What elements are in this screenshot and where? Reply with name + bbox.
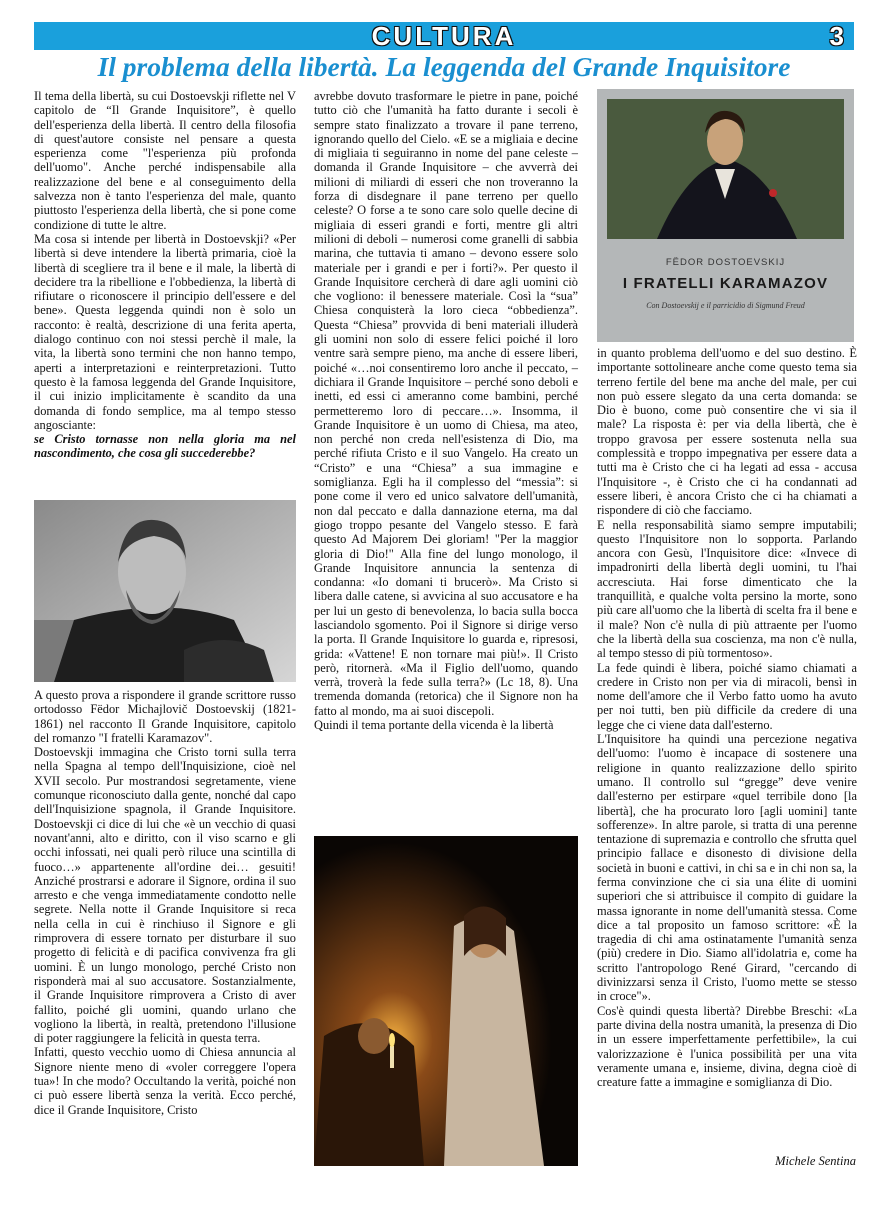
section-title: CULTURA (371, 21, 517, 51)
article-headline: Il problema della libertà. La leggenda del Grande Inquisitore (97, 51, 791, 82)
dostoevsky-portrait-photo (34, 500, 296, 682)
column-1-top (34, 89, 296, 461)
book-cover (597, 89, 854, 342)
author-signature: Michele Sentina (775, 1154, 856, 1168)
column-2 (314, 89, 578, 732)
paragraph: Quindi il tema portante della vicenda è la libertà (314, 718, 554, 733)
paragraph: Infatti, questo vecchio uomo di Chiesa annuncia al Signore niente meno di «voler correggere l'opera tua»! In che modo? Occultando la verità, poiché non ci può essere libertà senza la verità. Ecco perché, dice il Grande Inquisitore, Cristo (34, 1045, 296, 1117)
paragraph: Il tema della libertà, su cui Dostoevskji riflette nel V capitolo de “Il Grande Inquisitore”, è quello dell'esperienza della libertà. Il centro della filosofia di quest'autore consiste nel pensare a questa esperienza come "l'esperienza più profonda dell'uomo". Anche perché indispensabile alla realizzazione del bene e al conseguimento della salvezza non è tanto l'esperienza del male, quanto piuttosto l'esperienza della libertà, che si pone come condizione di tutte le altre. (34, 89, 296, 232)
paragraph: avrebbe dovuto trasformare le pietre in pane, poiché tutto ciò che l'umanità ha fatto durante i secoli è sempre stato finalizzato a trovare il pane terreno, ignorando quello del Cielo. «E se a migliaia e decine di migliaia ti seguiranno in nome del pane celeste – domanda il Grande Inquisitore – che avverrà dei milioni di miliardi di esseri che non troveranno la forza di disdegnare il pane terreno per quello celeste? O forse a te sono care solo quelle decine di migliaia di esseri grandi e forti, mentre gli altri milioni di deboli – numerosi come granelli di sabbia marina, che tuttavia ti amano – devono essere solo materiale per i grandi e per i forti?». Per questo il Grande Inquisitore cercherà di dare agli uomini ciò che vogliono: il benessere materiale. Così la “sua” Chiesa conquisterà la loro cieca “obbedienza”. Questa “Chiesa” provvida di beni materiali illuderà gli uomini non solo di essere felici poiché il loro ventre sarà sempre pieno, ma anche di essere liberi, poiché «…noi consentiremo loro anche il peccato, – dichiara il Grande Inquisitore – perché sono deboli e inetti, ed essi ci ameranno come bambini, perché permetteremo loro di peccare…». Insomma, il Grande Inquisitore è un uomo di Chiesa, ma ateo, non perché non creda nell'esistenza di Dio, ma perché rifiuta Cristo e il suo Vangelo. Ha creato un “Cristo” e una “Chiesa” a sua immagine e somiglianza. Egli ha il complesso del “messia”: si pone come il vero ed unico salvatore dell'umanità, non dal peccato e dalla dannazione eterna, ma dal giogo troppo pesante del Vangelo stesso. E farà questo Ad Majorem Dei gloriam! "Per la maggior gloria di Dio!" Alla fine del lungo monologo, il Grande Inquisitore annuncia la sentenza di condanna: «Io domani ti brucerò». Ma Cristo si libera dalle catene, si avvicina al suo accusatore e ha per lui un gesto di benevolenza, lo bacia sulla bocca lasciandolo sgomento. Poi il Signore si dirige verso la porta. Il Grande Inquisitore lo guarda e, ripresosi, grida: «Vattene! E non tornare mai più!». Il Cristo però, ritornerà. «Ma il Figlio dell'uomo, quando verrà, troverà la fede sulla terra?» (Lc 18, 8). Una tremenda domanda (retorica) che il Signore non ha fatto al mondo, ma ai suoi discepoli. (314, 89, 578, 718)
inquisitor-painting (314, 836, 578, 1166)
page-number: 3 (829, 21, 844, 51)
book-author: FËDOR DOSTOEVSKIJ (665, 257, 786, 268)
paragraph: Cos'è quindi questa libertà? Direbbe Breschi: «La parte divina della nostra umanità, la presenza di Dio in un essere imperfettamente perfettibile», la cui valorizzazione è l'unica possibilità per una vita veramente umana e, insieme, divina, degna cioè di creature fatte a immagine e somiglianza di Dio. (597, 1003, 857, 1090)
section-banner (34, 22, 854, 50)
column-3 (597, 346, 857, 1089)
column-1-bottom (34, 688, 296, 1117)
paragraph: A questo prova a rispondere il grande scrittore russo ortodosso Fëdor Michajlovič Dostoevskij (1821-1861) nel racconto Il Grande Inquisitore, capitolo del romanzo "I fratelli Karamazov". (34, 688, 296, 745)
paragraph: L'Inquisitore ha quindi una percezione negativa dell'uomo: l'uomo è incapace di sostenere una religione in quanto realizzazione dello spirito umano. Il controllo sul “gregge” deve venire dall'esterno per estirpare «quel terribile dono [la libertà], che ha procurato loro [agli uomini] tante sofferenze». In altre parole, si tratta di una perenne tentazione di supremazia e controllo che sfrutta quel principio fallace e disonesto di divisione della società in buoni e cattivi, in chi sa e in chi non sa, la ferma convinzione che ci sia una élite di uomini superiori che si attribuisce il compito di guidare la massa ignorante in nome dell'umanità stessa. Come dice a tal proposito un famoso scrittore: «È la tragedia di chi ama ostinatamente l'umanità senza (più) credere in Dio. Siamo all'idolatria e, come ha scritto l'antropologo René Girard, "cercando di divinizzarsi senza il Cristo, l'uomo mette se stesso in croce"». (597, 732, 857, 1004)
paragraph: E nella responsabilità siamo sempre imputabili; questo l'Inquisitore non lo sopporta. Parlando ancora con Gesù, l'Inquisitore dice: «Invece di impadronirti della libertà degli uomini, tu l'hai accresciuta. Hai forse dimenticato che la tranquillità, e qualche volta persino la morte, sono più care all'uomo che la libertà di scelta fra il bene e il male? Non c'è nulla di più attraente per l'uomo che la libertà della sua coscienza, ma non c'è nulla, al tempo stesso di più tormentoso». (597, 517, 857, 661)
book-subtitle: Con Dostoevskij e il parricidio di Sigmund Freud (646, 301, 805, 310)
paragraph: La fede quindi è libera, poiché siamo chiamati a credere in Cristo non per via di miracoli, bensì in nome dell'amore che il Verbo fatto uomo ha avuto per noi tutti, ben più difficile da credere di una legge che ci viene data dall'esterno. (597, 660, 857, 732)
paragraph: Ma cosa si intende per libertà in Dostoevskji? «Per libertà si deve intendere la libertà primaria, cioè la libertà di scegliere tra il bene e il male, la libertà di decidere tra la ribellione e l'obbedienza, la libertà di rifiutare o riconoscere il principio dell'essere e del bene». Questa leggenda quindi non è solo un racconto: è realtà, descrizione di una ferita aperta, dialogo continuo con noi stessi perchè il male, la vita, la libertà sono termini che non hanno tempo, aperti a interpretazioni e reinterpretazioni. Tutto questo è la famosa leggenda del Grande Inquisitore, il cui inizio implicitamente è scandito da una domanda di fondo semplice, ma al tempo stesso angosciante: (34, 231, 296, 432)
paragraph: Dostoevskji immagina che Cristo torni sulla terra nella Spagna al tempo dell'Inquisizione, cioè nel XVII secolo. Pur mostrandosi segretamente, viene comunque riconosciuto dalla gente, nonché dal capo dell'Inquisizione spagnola, il Grande Inquisitore. Dostoevskji ci dice di lui che «è un vecchio di quasi novant'anni, alto e diritto, con il viso scarno e gli occhi infossati, nei quali però riluce una scintilla di fuoco…» appartenente all'ordine dei… gesuiti! Anziché prostrarsi e adorare il Signore, ordina il suo arresto e che venga immediatamente condotto nelle segrete. Nella notte il Grande Inquisitore si reca nella cella in cui è rinchiuso il Signore e gli rimprovera di essere tornato per disturbare il suo progetto di felicità e di pacifica convivenza fra gli uomini. È un lungo monologo, perché Cristo non risponderà mai al suo accusatore. Sostanzialmente, il Grande Inquisitore rimprovera a Cristo di aver fallito, poiché gli uomini, quando urlano che vogliono la libertà, in realtà, pretendono l'illusione di poter raggiungere la felicità in questa terra. (34, 745, 296, 1046)
highlight-question: se Cristo tornasse non nella gloria ma nel nascondimento, che cosa gli succederebbe? (34, 432, 296, 461)
book-title: I FRATELLI KARAMAZOV (622, 275, 829, 292)
paragraph: in quanto problema dell'uomo e del suo destino. È importante sottolineare anche come questo tema sia terreno fertile del bene ma anche del male, per cui non può essere slegato da una certa domanda: se Dio è buono, come può consentire che vi sia il male? La risposta è: per via della libertà, che è troppo gravosa per essere sostenuta nella sua complessità e troppo impegnativa per essere data a tutti ma è Cristo che ci ha legati ad essa - accusa l'Inquisitore -, è Cristo che ci ha condannati ad essere liberi, è ancora Cristo che ci ha chiamati a rispondere di ciò che facciamo. (597, 346, 857, 518)
